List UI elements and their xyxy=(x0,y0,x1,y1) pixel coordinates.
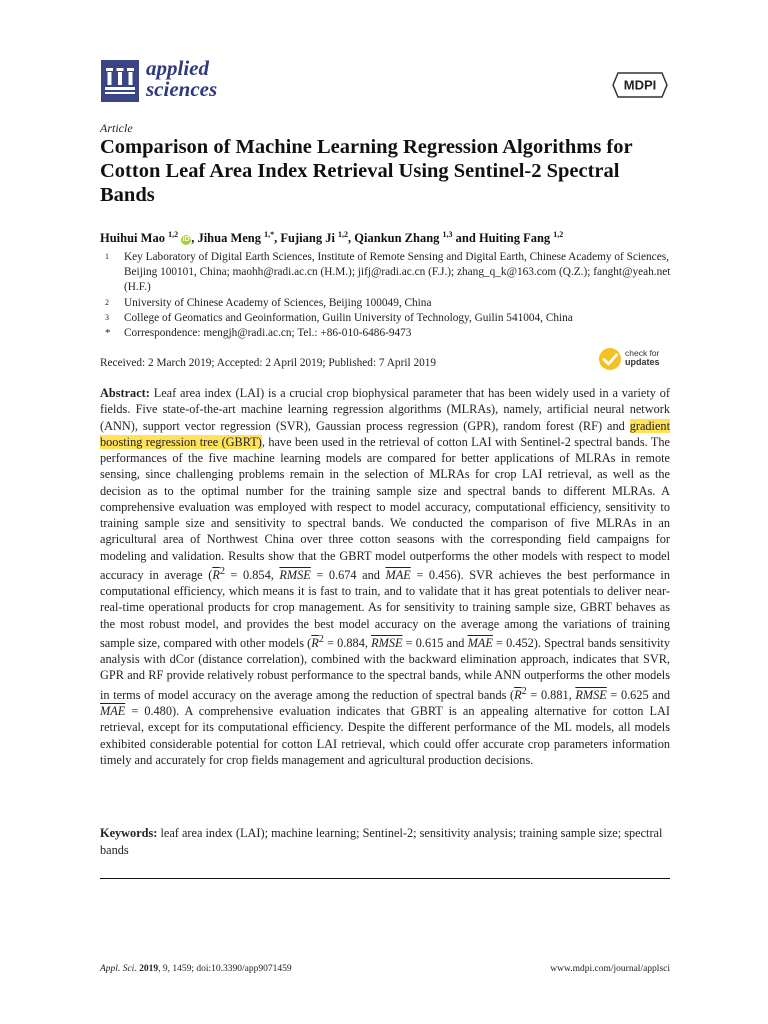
mdpi-logo-icon xyxy=(612,72,668,98)
footer-journal-link[interactable]: www.mdpi.com/journal/applsci xyxy=(550,964,670,974)
affiliations xyxy=(100,250,680,341)
check-updates-icon xyxy=(598,347,622,371)
orcid-icon[interactable]: iD xyxy=(182,236,190,244)
footer-citation: Appl. Sci. 2019, 9, 1459; doi:10.3390/app9071459 xyxy=(100,964,292,974)
journal-name-line2: sciences xyxy=(146,77,218,101)
abstract-label: Abstract: xyxy=(100,386,150,400)
affiliation-item: 3 College of Geomatics and Geoinformation, Guilin University of Technology, Guilin 541004, China xyxy=(105,311,573,324)
mdpi-logo xyxy=(612,72,668,103)
author-name: Qiankun Zhang xyxy=(354,231,440,246)
journal-logo-icon xyxy=(101,60,139,102)
author-name: Fujiang Ji xyxy=(280,231,335,246)
author-name: Jihua Meng xyxy=(197,231,262,246)
author-name: Huihui Mao xyxy=(100,231,165,246)
author-name: Huiting Fang xyxy=(478,231,551,246)
highlighted-text: gradient boosting regression tree (GBRT) xyxy=(100,418,670,449)
affiliation-item: 1 Key Laboratory of Digital Earth Sciences, Institute of Remote Sensing and Digital Earth, Chinese Academy of Sciences, Beijing 100101, China; maohh@radi.ac.cn (H.M.); jifj@radi.ac.cn (F.J.); zhang_q_k@163.com (Q.Z.); fanght@yeah.net (H.F.) xyxy=(105,251,671,294)
divider xyxy=(100,878,670,879)
author-affiliation: 1,2 xyxy=(168,230,179,239)
journal-name-line1: applied xyxy=(146,56,209,80)
article-type: Article xyxy=(100,121,133,135)
author-affiliation: 1,2 xyxy=(553,230,564,239)
author-affiliation: 1,3 xyxy=(442,230,453,239)
author-affiliation: 1,2 xyxy=(338,230,349,239)
check-for-updates-button[interactable]: check for updates xyxy=(598,347,670,371)
journal-name xyxy=(146,58,217,100)
abstract: Abstract: Leaf area index (LAI) is a crucial crop biophysical parameter that has been widely used in a variety of fields. Five state-of-the-art machine learning regression algorithms (MLRAs), namely, artificial neural network (ANN), support vector regression (SVR), Gaussian process regression (GPR), random forest (RF) and gradient boosting regression tree (GBRT), have been used in the retrieval of cotton LAI with Sentinel-2 spectral bands. The performances of the five machine learning models are compared for better applications of MLRAs in remote sensing, since challenging problems remain in the selection of MLRAs for crop LAI retrieval, as well as the decision as to the optimal number for the training sample size and spectral bands to different MLRAs. A comprehensive evaluation was employed with respect to model accuracy, computational efficiency, sensitivity to training sample size and sensitivity to spectral bands. We conducted the comparison of five MLRAs in an agricultural area of Northwest China over three cotton seasons with the corresponding field campaigns for modeling and validation. Results show that the GBRT model outperforms the other models with respect to model accuracy in average ($\overline{R}^2 = 0.854$, RMSE = 0.674 and $\overline{MAE} = 0.456$). SVR achieves the best performance in computational efficiency, which means it is fast to train, and to validate that it has great potentials to deliver near-real-time operational products for crop management. As for sensitivity to training sample size, GBRT behaves as the most robust model, and provides the best model accuracy on the average among the variations of training sample size, compared with other models ($\overline{R}^2 = 0.884$, RMSE = 0.615 and $\overline{MAE} = 0.452$). Spectral bands sensitivity analysis with dCor (distance correlation), combined with the backward elimination approach, indicates that SVR, GPR and RF provide relatively robust performance to the spectral bands, while ANN outperforms the other models in terms of model accuracy on the average among the reduction of spectral bands ($\overline{R}^2 = 0.881$, RMSE = 0.625 and $\overline{MAE} = 0.480$). A comprehensive evaluation indicates that GBRT is an appealing alternative for cotton LAI retrieval, except for its computational efficiency. Despite the different performance of the ML models, all models exhibited considerable potential for cotton LAI retrieval, which could offer accurate crop parameters information timely and accurately for crop fields management and agricultural production decisions. xyxy=(100,386,670,767)
correspondence: * Correspondence: mengjh@radi.ac.cn; Tel.: +86-010-6486-9473 xyxy=(105,327,412,340)
svg-text:MDPI: MDPI xyxy=(623,77,657,93)
author-affiliation: 1,* xyxy=(264,230,275,239)
publication-dates: Received: 2 March 2019; Accepted: 2 April 2019; Published: 7 April 2019 xyxy=(100,357,437,369)
author-list: Huihui Mao $^{1,2}$ iD , Jihua Meng $^{1,*}$, Fujiang Ji $^{1,2}$, Qiankun Zhang $^{1,3}$ and Huiting Fang $^{1,2}$ xyxy=(100,230,564,246)
page-title: Comparison of Machine Learning Regression Algorithms for Cotton Leaf Area Index Retrieval Using Sentinel-2 Spectral Bands xyxy=(100,136,633,206)
affiliation-item: 2 University of Chinese Academy of Sciences, Beijing 100049, China xyxy=(105,296,432,309)
keywords: Keywords: leaf area index (LAI); machine learning; Sentinel-2; sensitivity analysis; training sample size; spectral bands xyxy=(100,826,663,857)
keywords-label: Keywords: xyxy=(100,826,158,840)
journal-logo xyxy=(101,60,139,102)
